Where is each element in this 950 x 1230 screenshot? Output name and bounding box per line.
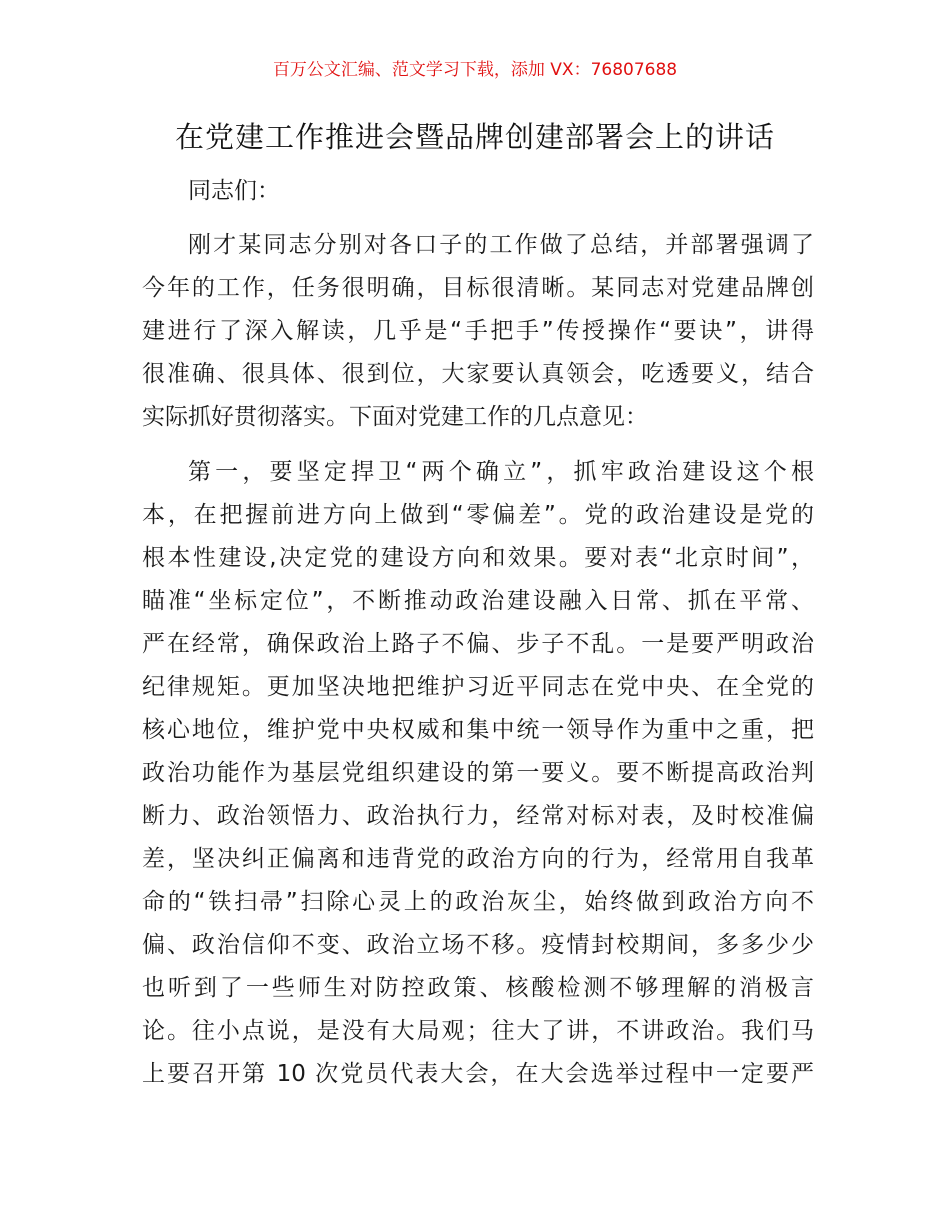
paragraph-1-line: 刚才某同志分别对各口子的工作做了总结，并部署强调了 [188,232,814,258]
paragraph-2-line: 根本性建设,决定党的建设方向和效果。要对表“北京时间”， [142,545,814,571]
paragraph-2-line: 也听到了一些师生对防控政策、核酸检测不够理解的消极言 [142,975,814,1001]
paragraph-2-line: 论。往小点说，是没有大局观；往大了讲，不讲政治。我们马 [142,1018,814,1044]
paragraph-1-line: 今年的工作，任务很明确，目标很清晰。某同志对党建品牌创 [142,275,814,301]
paragraph-2-line: 纪律规矩。更加坚决地把维护习近平同志在党中央、在全党的 [142,674,814,700]
salutation: 同志们： [188,178,280,204]
paragraph-2-line: 上要召开第 10 次党员代表大会，在大会选举过程中一定要严 [142,1061,814,1087]
paragraph-2-line: 本，在把握前进方向上做到“零偏差”。党的政治建设是党的 [142,502,814,528]
paragraph-2-line: 核心地位，维护党中央权威和集中统一领导作为重中之重，把 [142,717,814,743]
document-title: 在党建工作推进会暨品牌创建部署会上的讲话 [174,120,775,154]
paragraph-2-line: 政治功能作为基层党组织建设的第一要义。要不断提高政治判 [142,760,814,786]
paragraph-2-line: 第一，要坚定捍卫“两个确立”，抓牢政治建设这个根 [188,459,814,485]
paragraph-1-line: 建进行了深入解读，几乎是“手把手”传授操作“要诀”，讲得 [142,318,814,344]
paragraph-2-line: 严在经常，确保政治上路子不偏、步子不乱。一是要严明政治 [142,631,814,657]
paragraph-2-line: 瞄准“坐标定位”，不断推动政治建设融入日常、抓在平常、 [142,588,814,614]
paragraph-2-line: 偏、政治信仰不变、政治立场不移。疫情封校期间，多多少少 [142,932,814,958]
watermark-header: 百万公文汇编、范文学习下载，添加 VX：76807688 [272,60,678,80]
paragraph-1-line: 很准确、很具体、很到位，大家要认真领会，吃透要义，结合 [142,361,814,387]
paragraph-1-line: 实际抓好贯彻落实。下面对党建工作的几点意见： [142,404,648,430]
paragraph-2-line: 命的“铁扫帚”扫除心灵上的政治灰尘，始终做到政治方向不 [142,889,814,915]
paragraph-2-line: 断力、政治领悟力、政治执行力，经常对标对表，及时校准偏 [142,803,814,829]
paragraph-2-line: 差，坚决纠正偏离和违背党的政治方向的行为，经常用自我革 [142,846,814,872]
